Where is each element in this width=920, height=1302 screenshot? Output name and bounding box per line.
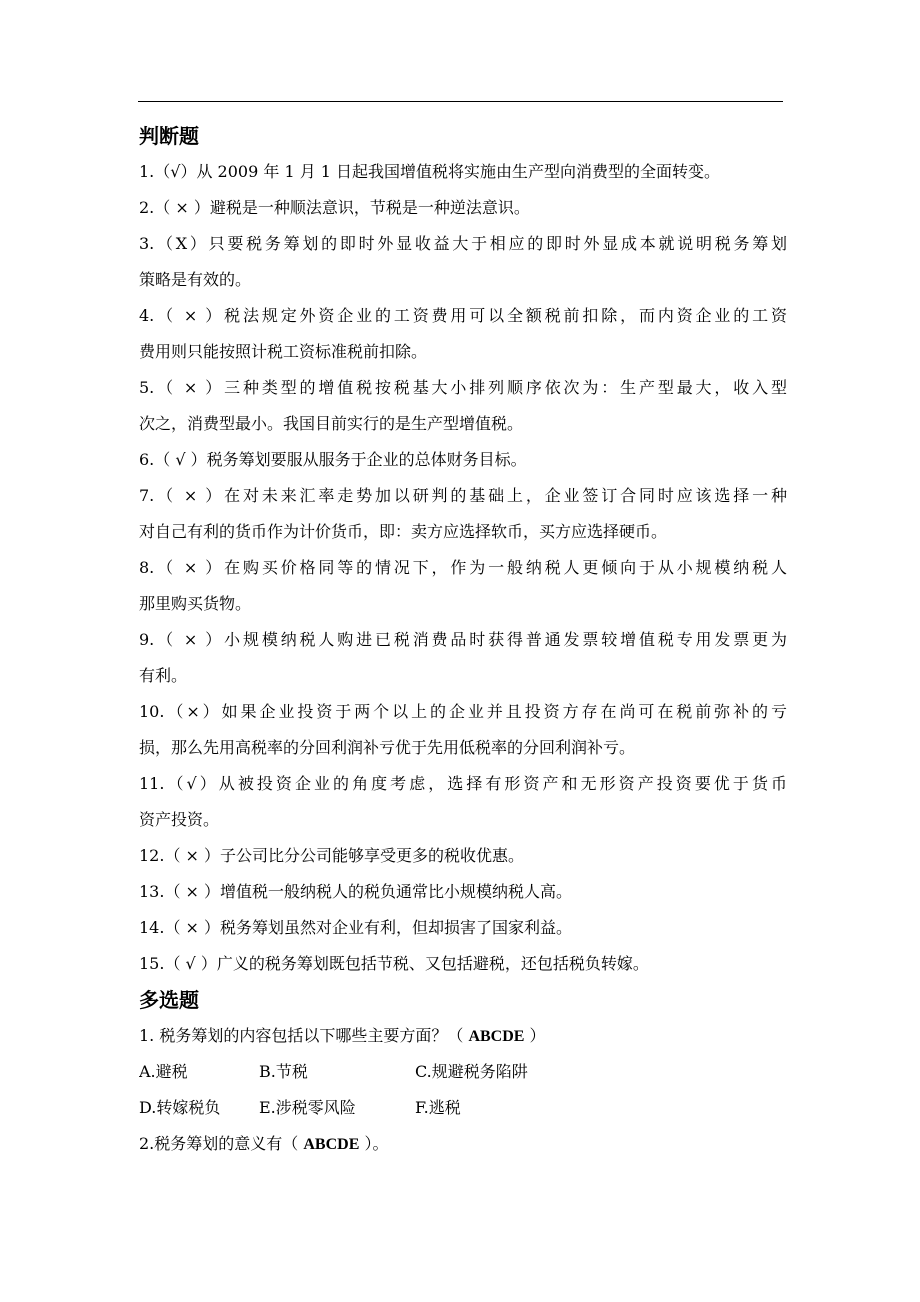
judge-line: 次之，消费型最小。我国目前实行的是生产型增值税。 [139,414,524,433]
question-1-answer: ABCDE [468,1028,525,1045]
question-1-options-row-2 [139,1090,787,1126]
header-rule [138,101,783,102]
judge-line: 损，那么先用高税率的分回利润补亏优于先用低税率的分回利润补亏。 [139,738,636,757]
option-c: C.规避税务陷阱 [415,1062,528,1081]
option-d: D.转嫁税负 [139,1098,221,1117]
judge-line: 有利。 [139,666,188,685]
judge-line: 费用则只能按照计税工资标准税前扣除。 [139,342,428,361]
judge-line: 8.（ × ）在购买价格同等的情况下，作为一般纳税人更倾向于从小规模纳税人 [139,558,787,577]
judge-line: 那里购买货物。 [139,594,252,613]
judge-line: 5.（ × ）三种类型的增值税按税基大小排列顺序依次为：生产型最大，收入型 [139,378,787,397]
judge-line: 11.（√）从被投资企业的角度考虑，选择有形资产和无形资产投资要优于货币 [139,774,787,793]
judge-line: 策略是有效的。 [139,270,252,289]
judge-line: 9.（ × ）小规模纳税人购进已税消费品时获得普通发票较增值税专用发票更为 [139,630,787,649]
question-1-text: 1. 税务筹划的内容包括以下哪些主要方面？（ [139,1026,469,1045]
judge-line: 6.（ √ ）税务筹划要服从服务于企业的总体财务目标。 [139,450,527,469]
option-b: B.节税 [259,1062,308,1081]
question-1-options-row-1 [139,1054,787,1090]
judge-line: 7.（ × ）在对未来汇率走势加以研判的基础上，企业签订合同时应该选择一种 [139,486,787,505]
question-2-text: 2.税务筹划的意义有（ [139,1134,304,1153]
judge-line: 1.（√）从 2009 年 1 月 1 日起我国增值税将实施由生产型向消费型的全面转变。 [139,162,721,181]
judge-line: 15.（ √ ）广义的税务筹划既包括节税、又包括避税，还包括税负转嫁。 [139,954,649,973]
question-2 [139,1126,787,1162]
judge-section-title: 判断题 [139,124,199,148]
judge-line: 10.（×）如果企业投资于两个以上的企业并且投资方存在尚可在税前弥补的亏 [139,702,787,721]
judge-line: 3.（X）只要税务筹划的即时外显收益大于相应的即时外显成本就说明税务筹划 [139,234,787,253]
question-2-close: ）。 [359,1134,389,1153]
judge-line: 12.（ × ）子公司比分公司能够享受更多的税收优惠。 [139,846,525,865]
judge-line: 资产投资。 [139,810,220,829]
judge-line: 2.（ × ）避税是一种顺法意识，节税是一种逆法意识。 [139,198,530,217]
question-1-close: ） [524,1026,546,1045]
question-1 [139,1018,787,1054]
document-body [139,118,787,1162]
judge-line: 对自己有利的货币作为计价货币，即：卖方应选择软币，买方应选择硬币。 [139,522,668,541]
judge-line: 13.（ × ）增值税一般纳税人的税负通常比小规模纳税人高。 [139,882,573,901]
question-2-answer: ABCDE [303,1136,360,1153]
option-e: E.涉税零风险 [259,1098,356,1117]
option-f: F.逃税 [415,1098,461,1117]
judge-line: 4.（ × ）税法规定外资企业的工资费用可以全额税前扣除，而内资企业的工资 [139,306,787,325]
option-a: A.避税 [139,1062,188,1081]
multi-section-title: 多选题 [139,988,199,1012]
judge-line: 14.（ × ）税务筹划虽然对企业有利，但却损害了国家利益。 [139,918,573,937]
